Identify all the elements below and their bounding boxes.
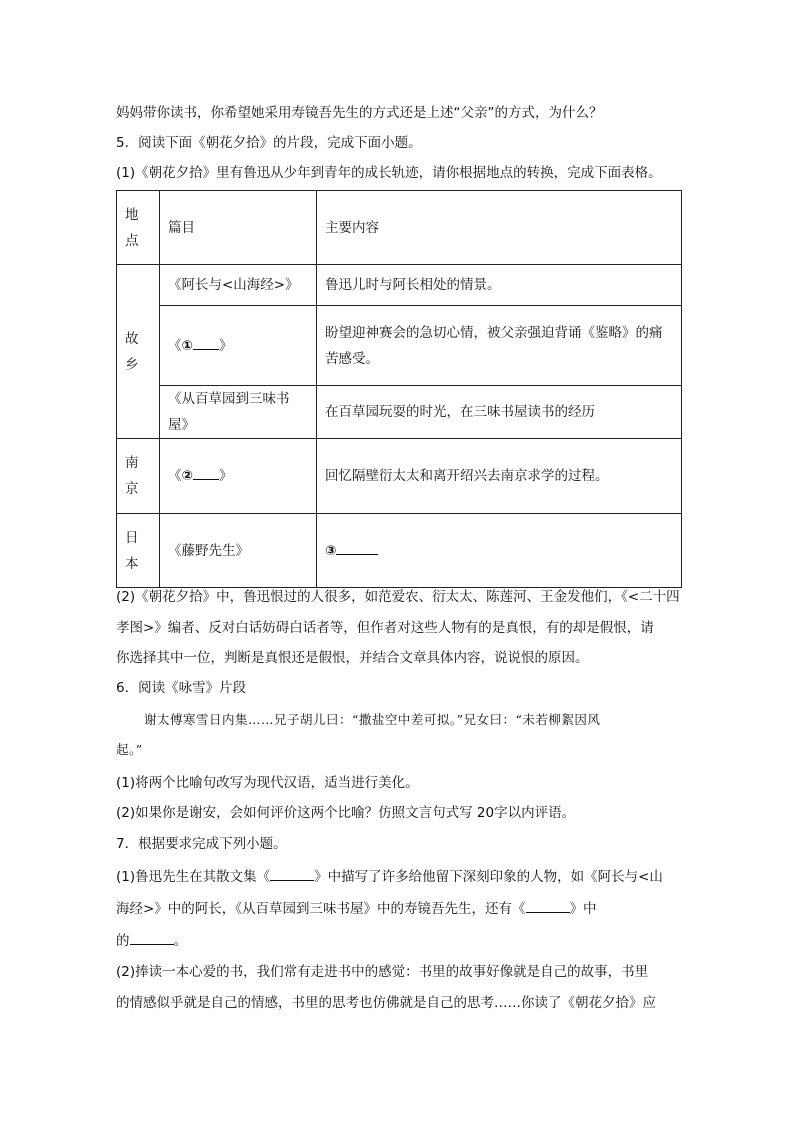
table-row <box>117 386 682 439</box>
nanjing-char-1: 南 <box>125 455 139 471</box>
row5-title-cell: 《藤野先生》 <box>160 514 317 588</box>
row2-title-suffix: 》 <box>218 337 233 354</box>
answer-blank-2[interactable] <box>193 465 219 480</box>
japan-cell <box>117 514 160 588</box>
row4-title-cell <box>160 439 317 514</box>
question-6-part-2: (2)如果你是谢安，会如何评价这两个比喻？仿照文言句式写 20字以内评语。 <box>116 805 576 821</box>
row2-content-cell <box>317 306 682 386</box>
row3-content-cell: 在百草园玩耍的时光，在三味书屋读书的经历 <box>317 386 682 439</box>
header-content-cell: 主要内容 <box>317 191 682 265</box>
table-row <box>117 306 682 386</box>
hometown-char-2: 乡 <box>125 356 139 373</box>
row1-content-cell: 鲁迅儿时与阿长相处的情景。 <box>317 265 682 306</box>
table-row <box>117 439 682 514</box>
japan-char-1: 日 <box>125 529 139 546</box>
question-6-part-1: (1)将两个比喻句改写为现代汉语，适当进行美化。 <box>116 775 419 791</box>
q7-text-c: 海经>》中的阿长，《从百草园到三味书屋》中的寿镜吾先生，还有《 <box>116 901 526 917</box>
question-7-part-1-line-2 <box>116 898 597 919</box>
question-7-part-2-line-1: (2)捧读一本心爱的书，我们常有走进书中的感觉：书里的故事好像就是自己的故事，书里 <box>116 964 649 980</box>
row5-content-cell <box>317 514 682 588</box>
header-title-cell: 篇目 <box>160 191 317 265</box>
row2-content-line-1: 盼望迎神赛会的急切心情，被父亲强迫背诵《鉴略》的痛 <box>325 324 663 341</box>
row2-title-prefix: 《 <box>168 337 182 354</box>
q7-text-a: (1)鲁迅先生在其散文集《 <box>116 869 271 885</box>
header-place-char-2: 点 <box>125 232 139 249</box>
row4-title-suffix: 》 <box>218 468 233 484</box>
header-place-cell <box>117 191 160 265</box>
answer-blank-person[interactable] <box>130 930 174 945</box>
blank-marker-1: ① <box>181 337 193 354</box>
q7-text-b: 》中描写了许多给他留下深刻印象的人物，如《阿长与<山 <box>314 869 663 885</box>
blank-marker-2: ② <box>181 468 193 484</box>
header-place-char-1: 地 <box>125 206 139 223</box>
intro-question-line: 妈妈带你读书，你希望她采用寿镜吾先生的方式还是上述“父亲”的方式，为什么？ <box>116 105 603 121</box>
table-header-row <box>117 191 682 265</box>
q7-text-f: 。 <box>173 933 187 949</box>
nanjing-cell <box>117 439 160 514</box>
table-row <box>117 265 682 306</box>
classical-passage-line-1: 谢太傅寒雪日内集……兄子胡儿曰：“撒盐空中差可拟。”兄女曰：“未若柳絮因风 <box>144 712 601 727</box>
question-5-part-2-line-3: 你选择其中一位，判断是真恨还是假恨，并结合文章具体内容，说说恨的原因。 <box>116 650 589 666</box>
table-row <box>117 514 682 588</box>
classical-passage-line-2: 起。” <box>116 742 143 757</box>
row1-title-cell: 《阿长与<山海经>》 <box>160 265 317 306</box>
question-5-heading: 5．阅读下面《朝花夕拾》的片段，完成下面小题。 <box>116 135 422 151</box>
row4-content-cell: 回忆隔壁衍太太和离开绍兴去南京求学的过程。 <box>317 439 682 514</box>
question-7-heading: 7．根据要求完成下列小题。 <box>116 836 287 852</box>
question-7-part-1-line-1 <box>116 866 663 887</box>
q7-text-d: 》中 <box>569 901 597 917</box>
growth-track-table <box>116 190 682 588</box>
row4-title-prefix: 《 <box>168 468 182 484</box>
hometown-char-1: 故 <box>125 330 139 347</box>
question-7-part-1-line-3 <box>116 930 187 951</box>
question-7-part-2-line-2: 的情感似乎就是自己的情感，书里的思考也仿佛就是自己的思考……你读了《朝花夕拾》应 <box>116 995 656 1011</box>
japan-char-2: 本 <box>125 555 139 572</box>
row2-content-line-2: 苦感受。 <box>325 350 379 367</box>
question-5-part-2-line-2: 孝图>》编者、反对白话妨碍白话者等，但作者对这些人物有的是真恨，有的却是假恨，请 <box>116 620 654 636</box>
answer-blank-1[interactable] <box>193 335 219 350</box>
hometown-cell <box>117 265 160 439</box>
question-5-part-2-line-1: (2)《朝花夕拾》中，鲁迅恨过的人很多，如范爱农、衍太太、陈莲河、王金发他们，《<二十四 <box>116 589 680 605</box>
row3-title-cell: 《从百草园到三味书屋》 <box>160 386 317 439</box>
q7-text-e: 的 <box>116 933 130 949</box>
nanjing-char-2: 京 <box>125 481 139 497</box>
question-5-part-1: (1)《朝花夕拾》里有鲁迅从少年到青年的成长轨迹，请你根据地点的转换，完成下面表格。 <box>116 165 662 181</box>
row2-title-cell <box>160 306 317 386</box>
blank-marker-3: ③ <box>325 542 337 559</box>
answer-blank-3[interactable] <box>336 540 378 555</box>
question-6-heading: 6．阅读《咏雪》片段 <box>116 680 247 696</box>
answer-blank-essay[interactable] <box>526 898 570 913</box>
answer-blank-book[interactable] <box>270 866 314 881</box>
